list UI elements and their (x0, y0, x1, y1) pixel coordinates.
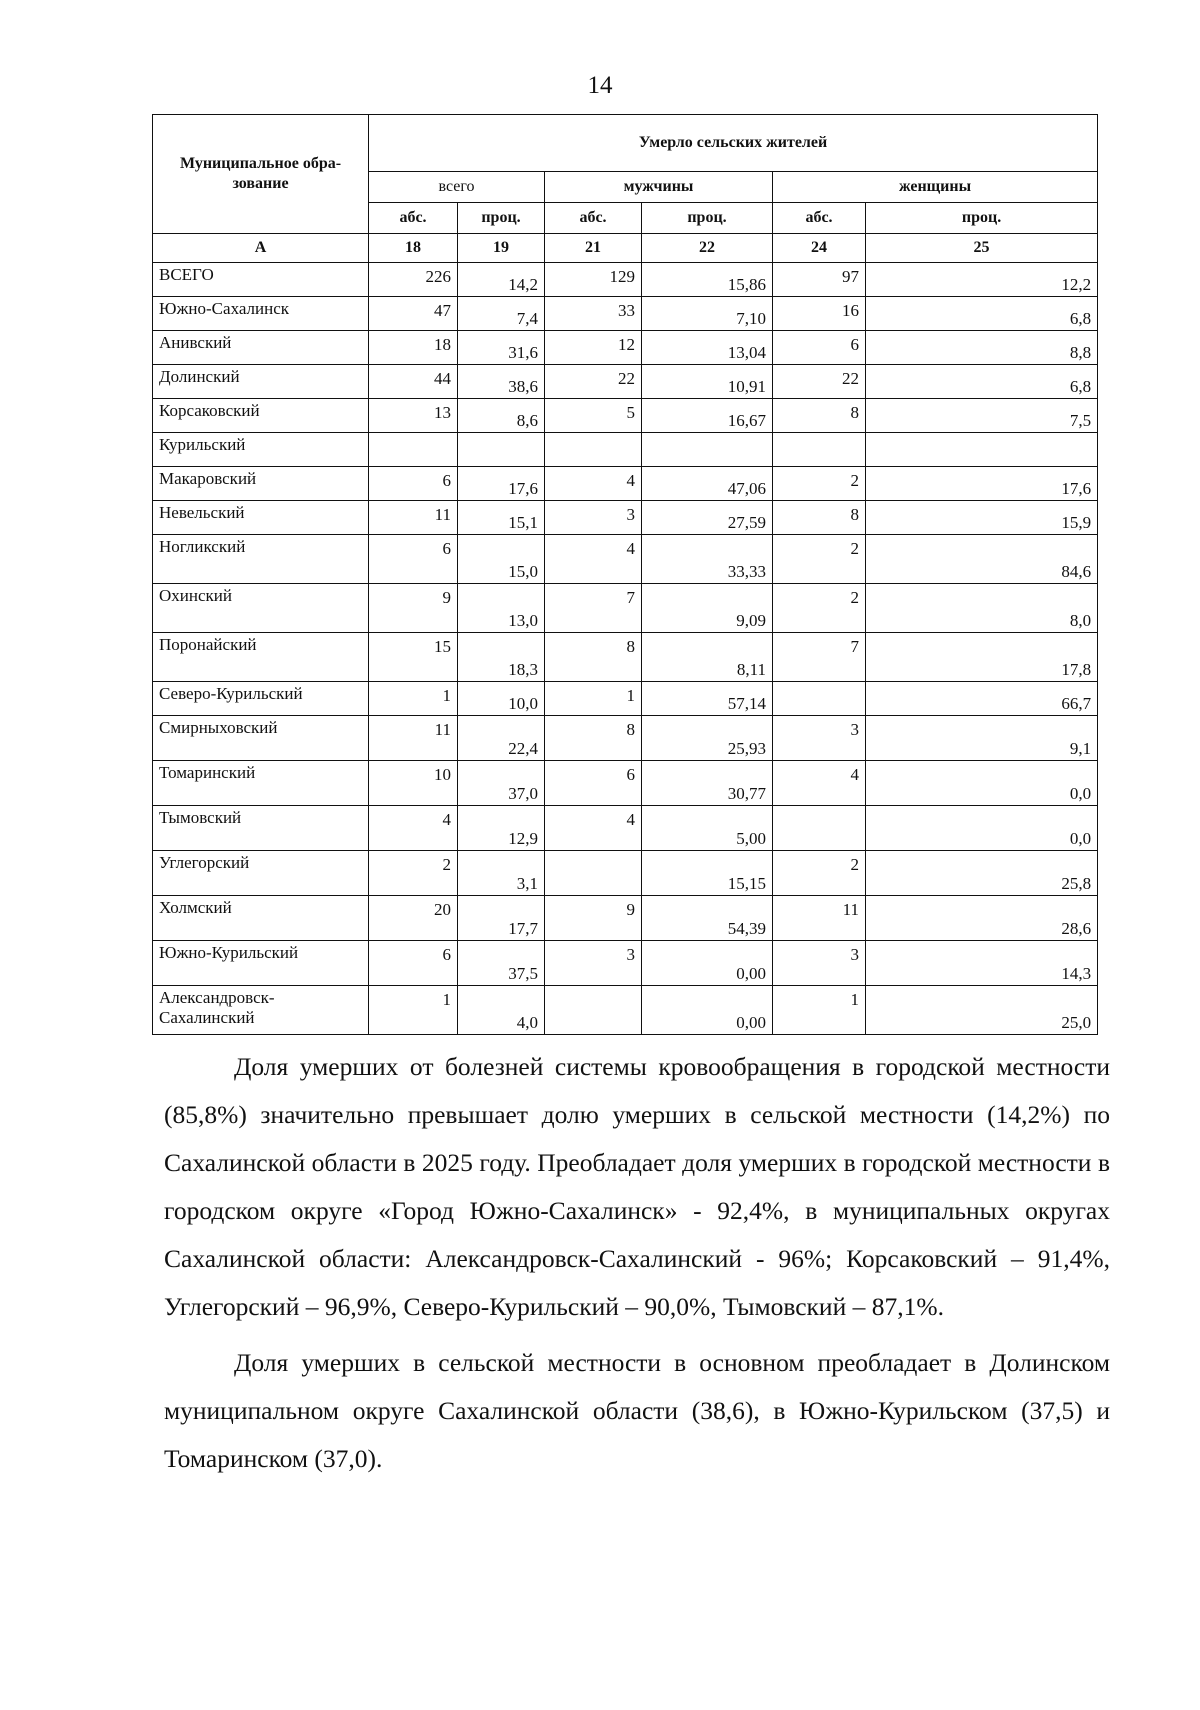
men-abs-cell (545, 851, 642, 896)
header-men: мужчины (545, 172, 773, 203)
total-pct-cell: 13,0 (458, 584, 545, 633)
women-abs-cell: 11 (773, 896, 866, 941)
table-row (153, 986, 1098, 1035)
total-abs-cell: 6 (369, 941, 458, 986)
table-row (153, 365, 1098, 399)
municipality-cell: Южно-Курильский (153, 941, 369, 986)
column-code: 18 (369, 234, 458, 263)
total-pct-cell: 15,0 (458, 535, 545, 584)
women-pct-cell: 8,0 (866, 584, 1098, 633)
women-pct-cell: 8,8 (866, 331, 1098, 365)
header-women-pct: проц. (866, 203, 1098, 234)
men-pct-cell: 0,00 (642, 986, 773, 1035)
table-row (153, 806, 1098, 851)
total-abs-cell: 11 (369, 716, 458, 761)
municipality-cell: Охинский (153, 584, 369, 633)
men-pct-cell: 30,77 (642, 761, 773, 806)
total-pct-cell: 31,6 (458, 331, 545, 365)
municipality-cell: Тымовский (153, 806, 369, 851)
total-abs-cell: 13 (369, 399, 458, 433)
men-pct-cell: 15,86 (642, 263, 773, 297)
women-pct-cell: 12,2 (866, 263, 1098, 297)
total-abs-cell: 10 (369, 761, 458, 806)
table-row (153, 716, 1098, 761)
women-abs-cell: 3 (773, 941, 866, 986)
total-pct-cell: 3,1 (458, 851, 545, 896)
men-abs-cell (545, 433, 642, 467)
men-pct-cell: 13,04 (642, 331, 773, 365)
municipality-cell: Южно-Сахалинск (153, 297, 369, 331)
table-row (153, 584, 1098, 633)
men-abs-cell: 12 (545, 331, 642, 365)
total-abs-cell: 1 (369, 682, 458, 716)
municipality-cell: Ногликский (153, 535, 369, 584)
total-abs-cell: 226 (369, 263, 458, 297)
municipality-cell: Невельский (153, 501, 369, 535)
rural-mortality-table (152, 114, 1098, 1035)
municipality-cell: Анивский (153, 331, 369, 365)
men-pct-cell: 57,14 (642, 682, 773, 716)
total-abs-cell: 15 (369, 633, 458, 682)
women-pct-cell: 6,8 (866, 297, 1098, 331)
table-row (153, 851, 1098, 896)
total-abs-cell: 6 (369, 467, 458, 501)
total-abs-cell: 6 (369, 535, 458, 584)
total-abs-cell: 47 (369, 297, 458, 331)
municipality-cell: Александровск- Сахалинский (153, 986, 369, 1035)
men-pct-cell: 27,59 (642, 501, 773, 535)
header-women-abs: абс. (773, 203, 866, 234)
men-abs-cell: 1 (545, 682, 642, 716)
women-pct-cell: 17,8 (866, 633, 1098, 682)
municipality-cell: Смирныховский (153, 716, 369, 761)
mortality-table-container (152, 114, 1097, 1035)
men-abs-cell: 9 (545, 896, 642, 941)
total-pct-cell: 22,4 (458, 716, 545, 761)
women-abs-cell: 6 (773, 331, 866, 365)
table-row (153, 297, 1098, 331)
men-abs-cell: 22 (545, 365, 642, 399)
women-pct-cell: 84,6 (866, 535, 1098, 584)
women-pct-cell: 7,5 (866, 399, 1098, 433)
table-row (153, 761, 1098, 806)
municipality-cell: Поронайский (153, 633, 369, 682)
women-abs-cell: 1 (773, 986, 866, 1035)
paragraph: Доля умерших в сельской местности в основном преобладает в Долинском муниципальном округе Сахалинской области (38,6), в Южно-Курильском (37,5) и Томаринском (37,0). (164, 1348, 1110, 1473)
table-row (153, 896, 1098, 941)
municipality-cell: Корсаковский (153, 399, 369, 433)
table-row (153, 682, 1098, 716)
men-abs-cell: 5 (545, 399, 642, 433)
total-pct-cell: 38,6 (458, 365, 545, 399)
table-row (153, 263, 1098, 297)
women-pct-cell: 28,6 (866, 896, 1098, 941)
total-pct-cell: 12,9 (458, 806, 545, 851)
municipality-cell: ВСЕГО (153, 263, 369, 297)
men-pct-cell (642, 433, 773, 467)
women-pct-cell: 6,8 (866, 365, 1098, 399)
men-abs-cell: 33 (545, 297, 642, 331)
total-pct-cell: 17,7 (458, 896, 545, 941)
women-pct-cell: 66,7 (866, 682, 1098, 716)
total-abs-cell: 9 (369, 584, 458, 633)
municipality-cell: Углегорский (153, 851, 369, 896)
table-row (153, 331, 1098, 365)
men-abs-cell: 4 (545, 467, 642, 501)
total-pct-cell: 8,6 (458, 399, 545, 433)
total-abs-cell: 2 (369, 851, 458, 896)
total-abs-cell: 44 (369, 365, 458, 399)
women-pct-cell: 9,1 (866, 716, 1098, 761)
total-pct-cell: 7,4 (458, 297, 545, 331)
men-pct-cell: 16,67 (642, 399, 773, 433)
header-municipality: Муниципальное обра- зование (153, 115, 369, 234)
header-men-abs: абс. (545, 203, 642, 234)
women-abs-cell (773, 806, 866, 851)
women-pct-cell: 25,0 (866, 986, 1098, 1035)
men-pct-cell: 33,33 (642, 535, 773, 584)
table-header (153, 115, 1098, 263)
column-code: 24 (773, 234, 866, 263)
men-abs-cell: 3 (545, 941, 642, 986)
women-pct-cell: 14,3 (866, 941, 1098, 986)
men-pct-cell: 54,39 (642, 896, 773, 941)
women-abs-cell: 4 (773, 761, 866, 806)
women-abs-cell: 8 (773, 399, 866, 433)
women-abs-cell: 7 (773, 633, 866, 682)
men-abs-cell: 6 (545, 761, 642, 806)
women-pct-cell: 15,9 (866, 501, 1098, 535)
header-total-pct: проц. (458, 203, 545, 234)
women-abs-cell: 2 (773, 584, 866, 633)
header-total: всего (369, 172, 545, 203)
women-pct-cell (866, 433, 1098, 467)
men-abs-cell: 8 (545, 633, 642, 682)
table-row (153, 433, 1098, 467)
page-number: 14 (587, 72, 613, 99)
header-women: женщины (773, 172, 1098, 203)
women-abs-cell: 97 (773, 263, 866, 297)
men-pct-cell: 15,15 (642, 851, 773, 896)
men-pct-cell: 7,10 (642, 297, 773, 331)
women-abs-cell: 2 (773, 467, 866, 501)
men-pct-cell: 8,11 (642, 633, 773, 682)
total-pct-cell (458, 433, 545, 467)
total-abs-cell: 11 (369, 501, 458, 535)
women-pct-cell: 25,8 (866, 851, 1098, 896)
men-abs-cell: 129 (545, 263, 642, 297)
men-pct-cell: 0,00 (642, 941, 773, 986)
men-abs-cell: 3 (545, 501, 642, 535)
total-abs-cell: 1 (369, 986, 458, 1035)
body-text (164, 1043, 1110, 1491)
total-abs-cell: 4 (369, 806, 458, 851)
men-abs-cell: 4 (545, 806, 642, 851)
table-row (153, 399, 1098, 433)
header-men-pct: проц. (642, 203, 773, 234)
total-pct-cell: 4,0 (458, 986, 545, 1035)
women-abs-cell: 16 (773, 297, 866, 331)
total-abs-cell: 18 (369, 331, 458, 365)
men-abs-cell: 4 (545, 535, 642, 584)
total-pct-cell: 37,5 (458, 941, 545, 986)
header-rural-deaths: Умерло сельских жителей (369, 115, 1098, 172)
women-abs-cell (773, 682, 866, 716)
total-pct-cell: 10,0 (458, 682, 545, 716)
women-pct-cell: 0,0 (866, 806, 1098, 851)
total-pct-cell: 14,2 (458, 263, 545, 297)
women-pct-cell: 0,0 (866, 761, 1098, 806)
men-abs-cell: 8 (545, 716, 642, 761)
column-code: А (153, 234, 369, 263)
column-code: 19 (458, 234, 545, 263)
women-abs-cell: 8 (773, 501, 866, 535)
column-code: 22 (642, 234, 773, 263)
women-pct-cell: 17,6 (866, 467, 1098, 501)
table-row (153, 941, 1098, 986)
women-abs-cell: 3 (773, 716, 866, 761)
women-abs-cell: 22 (773, 365, 866, 399)
women-abs-cell (773, 433, 866, 467)
municipality-cell: Северо-Курильский (153, 682, 369, 716)
men-pct-cell: 47,06 (642, 467, 773, 501)
table-body (153, 263, 1098, 1035)
total-pct-cell: 37,0 (458, 761, 545, 806)
municipality-cell: Макаровский (153, 467, 369, 501)
column-code: 21 (545, 234, 642, 263)
table-row (153, 633, 1098, 682)
municipality-cell: Томаринский (153, 761, 369, 806)
men-pct-cell: 25,93 (642, 716, 773, 761)
total-abs-cell: 20 (369, 896, 458, 941)
paragraph: Доля умерших от болезней системы кровообращения в городской местности (85,8%) значительно превышает долю умерших в сельской местности (14,2%) по Сахалинской области в 2025 году. Преобладает доля умерших в городской местности в городском округе «Город Южно-Сахалинск» - 92,4%, в муниципальных округах Сахалинской области: Александровск-Сахалинский - 96%; Корсаковский – 91,4%, Углегорский – 96,9%, Северо-Курильский – 90,0%, Тымовский – 87,1%. (164, 1052, 1110, 1321)
men-abs-cell (545, 986, 642, 1035)
men-pct-cell: 9,09 (642, 584, 773, 633)
women-abs-cell: 2 (773, 851, 866, 896)
total-pct-cell: 15,1 (458, 501, 545, 535)
men-pct-cell: 10,91 (642, 365, 773, 399)
municipality-cell: Холмский (153, 896, 369, 941)
table-row (153, 501, 1098, 535)
table-row (153, 535, 1098, 584)
municipality-cell: Курильский (153, 433, 369, 467)
total-abs-cell (369, 433, 458, 467)
men-pct-cell: 5,00 (642, 806, 773, 851)
total-pct-cell: 17,6 (458, 467, 545, 501)
table-row (153, 467, 1098, 501)
column-code: 25 (866, 234, 1098, 263)
municipality-cell: Долинский (153, 365, 369, 399)
women-abs-cell: 2 (773, 535, 866, 584)
total-pct-cell: 18,3 (458, 633, 545, 682)
header-total-abs: абс. (369, 203, 458, 234)
men-abs-cell: 7 (545, 584, 642, 633)
